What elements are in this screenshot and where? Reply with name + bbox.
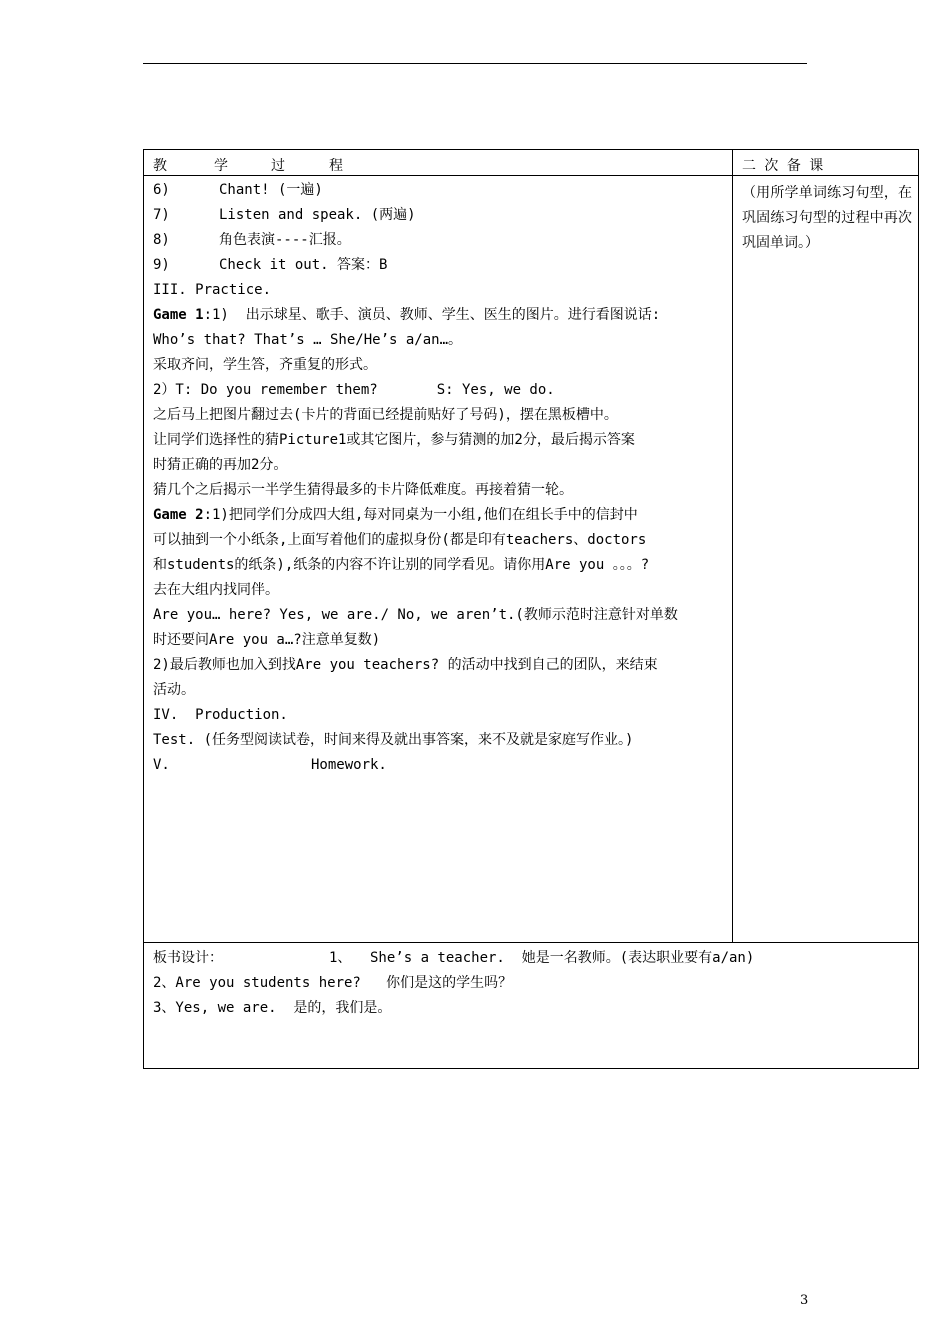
step-6-text: Chant! (一遍) — [219, 182, 323, 198]
paragraph-line: Are you… here? Yes, we are./ No, we aren’t.(教师示范时注意针对单数 — [153, 607, 678, 623]
homework-number: V. — [153, 757, 170, 773]
homework-text: Homework. — [311, 757, 387, 773]
step-6-number: 6) — [153, 182, 170, 198]
step-8-number: 8) — [153, 232, 170, 248]
board-item-3: 3、Yes, we are. 是的，我们是。 — [153, 1000, 392, 1016]
board-design-label: 板书设计： — [153, 950, 223, 966]
step-9-number: 9) — [153, 257, 170, 273]
game-2-line — [153, 506, 638, 524]
board-item-1: She’s a teacher. 她是一名教师。(表达职业要有a/an) — [370, 950, 755, 966]
game-2-label: Game 2 — [153, 507, 204, 523]
game-1-text: :1) 出示球星、歌手、演员、教师、学生、医生的图片。进行看图说话: — [203, 307, 661, 323]
header-second-prep: 二 次 备 课 — [742, 158, 824, 174]
paragraph-line: 猜几个之后揭示一半学生猜得最多的卡片降低难度。再接着猜一轮。 — [153, 482, 573, 498]
board-item-2: 2、Are you students here? 你们是这的学生吗？ — [153, 975, 513, 991]
paragraph-line: 时猜正确的再加2分。 — [153, 457, 288, 473]
practice-heading: III. Practice. — [153, 282, 272, 298]
header-char: 学 — [214, 158, 228, 174]
board-divider — [143, 942, 919, 943]
step-8-text: 角色表演----汇报。 — [219, 232, 351, 248]
paragraph-line: 2)最后教师也加入到找Are you teachers? 的活动中找到自己的团队，来结束 — [153, 657, 658, 673]
step-9-text: Check it out. 答案：B — [219, 257, 388, 273]
header-divider — [143, 175, 919, 176]
game-1-line — [153, 306, 660, 324]
top-rule — [143, 63, 807, 64]
step-7-text: Listen and speak. (两遍) — [219, 207, 416, 223]
game-1-label: Game 1 — [153, 307, 204, 323]
paragraph-line: 去在大组内找同伴。 — [153, 582, 279, 598]
production-heading: IV. Production. — [153, 707, 288, 723]
game-2-text: :1)把同学们分成四大组,每对同桌为一小组,他们在组长手中的信封中 — [203, 507, 638, 523]
page-number: 3 — [800, 1293, 809, 1308]
paragraph-line: 活动。 — [153, 682, 195, 698]
paragraph-line: 采取齐问，学生答，齐重复的形式。 — [153, 357, 377, 373]
paragraph-line: 让同学们选择性的猜Picture1或其它图片，参与猜测的加2分，最后揭示答案 — [153, 432, 635, 448]
paragraph-line: 2）T: Do you remember them? S: Yes, we do. — [153, 382, 555, 398]
paragraph-line: 和students的纸条),纸条的内容不许让别的同学看见。请你用Are you 。。。? — [153, 557, 650, 573]
paragraph-line: 时还要问Are you a…?注意单复数) — [153, 632, 381, 648]
paragraph-line: Who’s that? That’s … She/He’s a/an…。 — [153, 332, 463, 348]
step-7-number: 7) — [153, 207, 170, 223]
paragraph-line: 可以抽到一个小纸条,上面写着他们的虚拟身份(都是印有teachers、doctors — [153, 532, 647, 548]
paragraph-line: 之后马上把图片翻过去(卡片的背面已经提前贴好了号码)，摆在黑板槽中。 — [153, 407, 618, 423]
second-prep-note: （用所学单词练习句型，在巩固练习句型的过程中再次巩固单词。） — [742, 185, 912, 251]
test-line: Test. (任务型阅读试卷，时间来得及就出事答案，来不及就是家庭写作业。) — [153, 732, 634, 748]
header-char: 程 — [329, 158, 343, 174]
board-item-1-number: 1、 — [329, 950, 352, 966]
column-divider — [732, 149, 733, 942]
header-char: 教 — [153, 158, 167, 174]
header-char: 过 — [271, 158, 285, 174]
